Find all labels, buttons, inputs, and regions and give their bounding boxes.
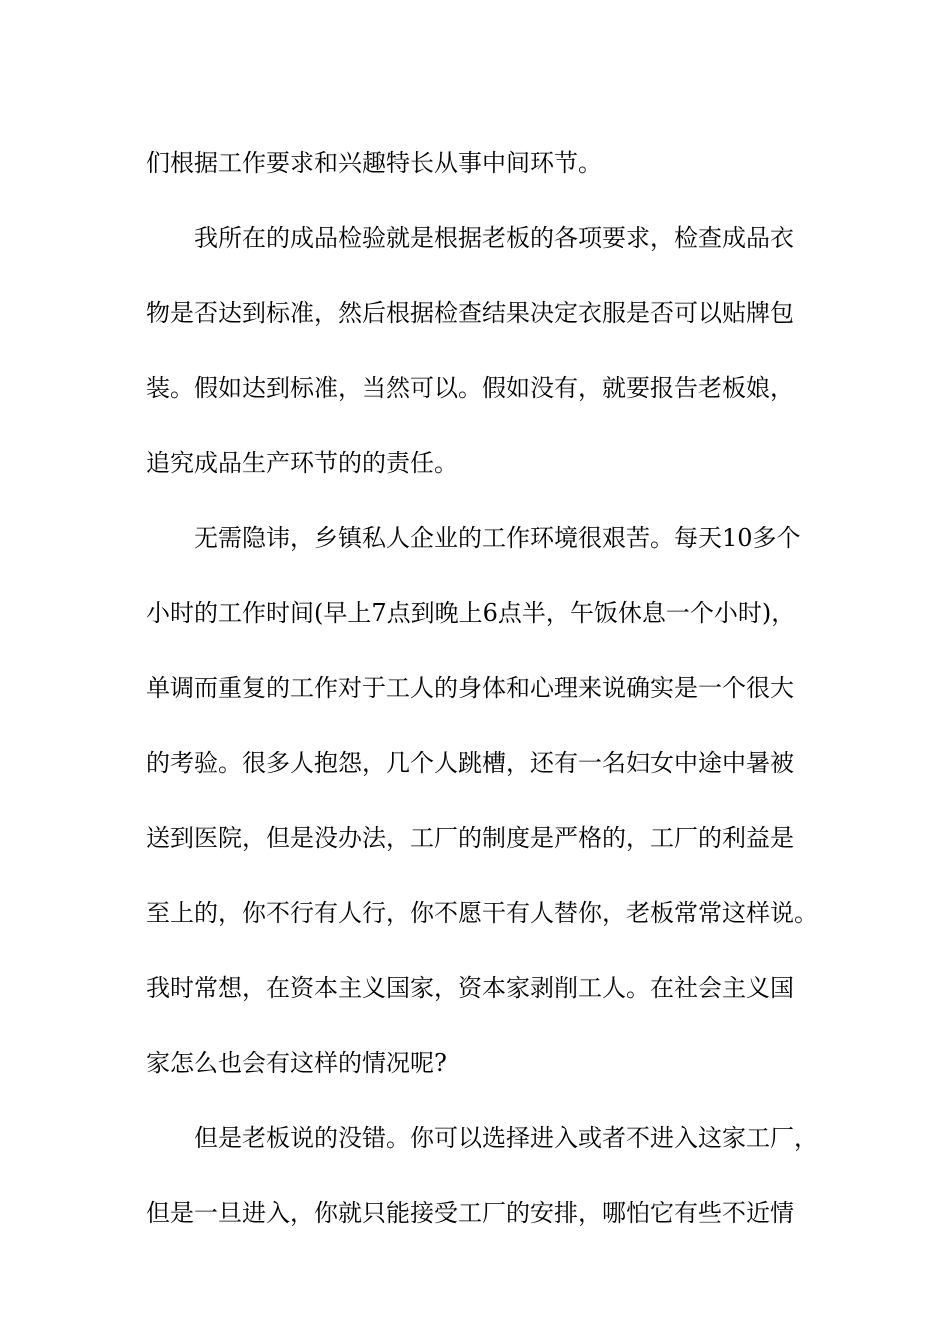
- text-line: 但是一旦进入，你就只能接受工厂的安排，哪怕它有些不近情: [146, 1199, 794, 1227]
- text-line: 至上的，你不行有人行，你不愿干有人替你，老板常常这样说。: [146, 899, 818, 927]
- text-line: 小时的工作时间(早上7点到晚上6点半，午饭休息一个小时)，: [146, 599, 796, 627]
- text-line: 家怎么也会有这样的情况呢?: [146, 1049, 447, 1077]
- text-line: 单调而重复的工作对于工人的身体和心理来说确实是一个很大: [146, 674, 794, 702]
- text-line: 装。假如达到标准，当然可以。假如没有，就要报告老板娘，: [146, 374, 794, 402]
- text-line: 我所在的成品检验就是根据老板的各项要求，检查成品衣: [194, 224, 794, 252]
- text-line: 的考验。很多人抱怨，几个人跳槽，还有一名妇女中途中暑被: [146, 749, 794, 777]
- body-text: [146, 126, 816, 1251]
- text-line: 但是老板说的没错。你可以选择进入或者不进入这家工厂，: [194, 1124, 818, 1152]
- text-line: 我时常想，在资本主义国家，资本家剥削工人。在社会主义国: [146, 974, 794, 1002]
- text-line: 物是否达到标准，然后根据检查结果决定衣服是否可以贴牌包: [146, 299, 794, 327]
- text-line: 追究成品生产环节的的责任。: [146, 449, 458, 477]
- text-line: 无需隐讳，乡镇私人企业的工作环境很艰苦。每天10多个: [194, 524, 801, 552]
- text-line: 送到医院，但是没办法，工厂的制度是严格的，工厂的利益是: [146, 824, 794, 852]
- text-line: 们根据工作要求和兴趣特长从事中间环节。: [146, 149, 602, 177]
